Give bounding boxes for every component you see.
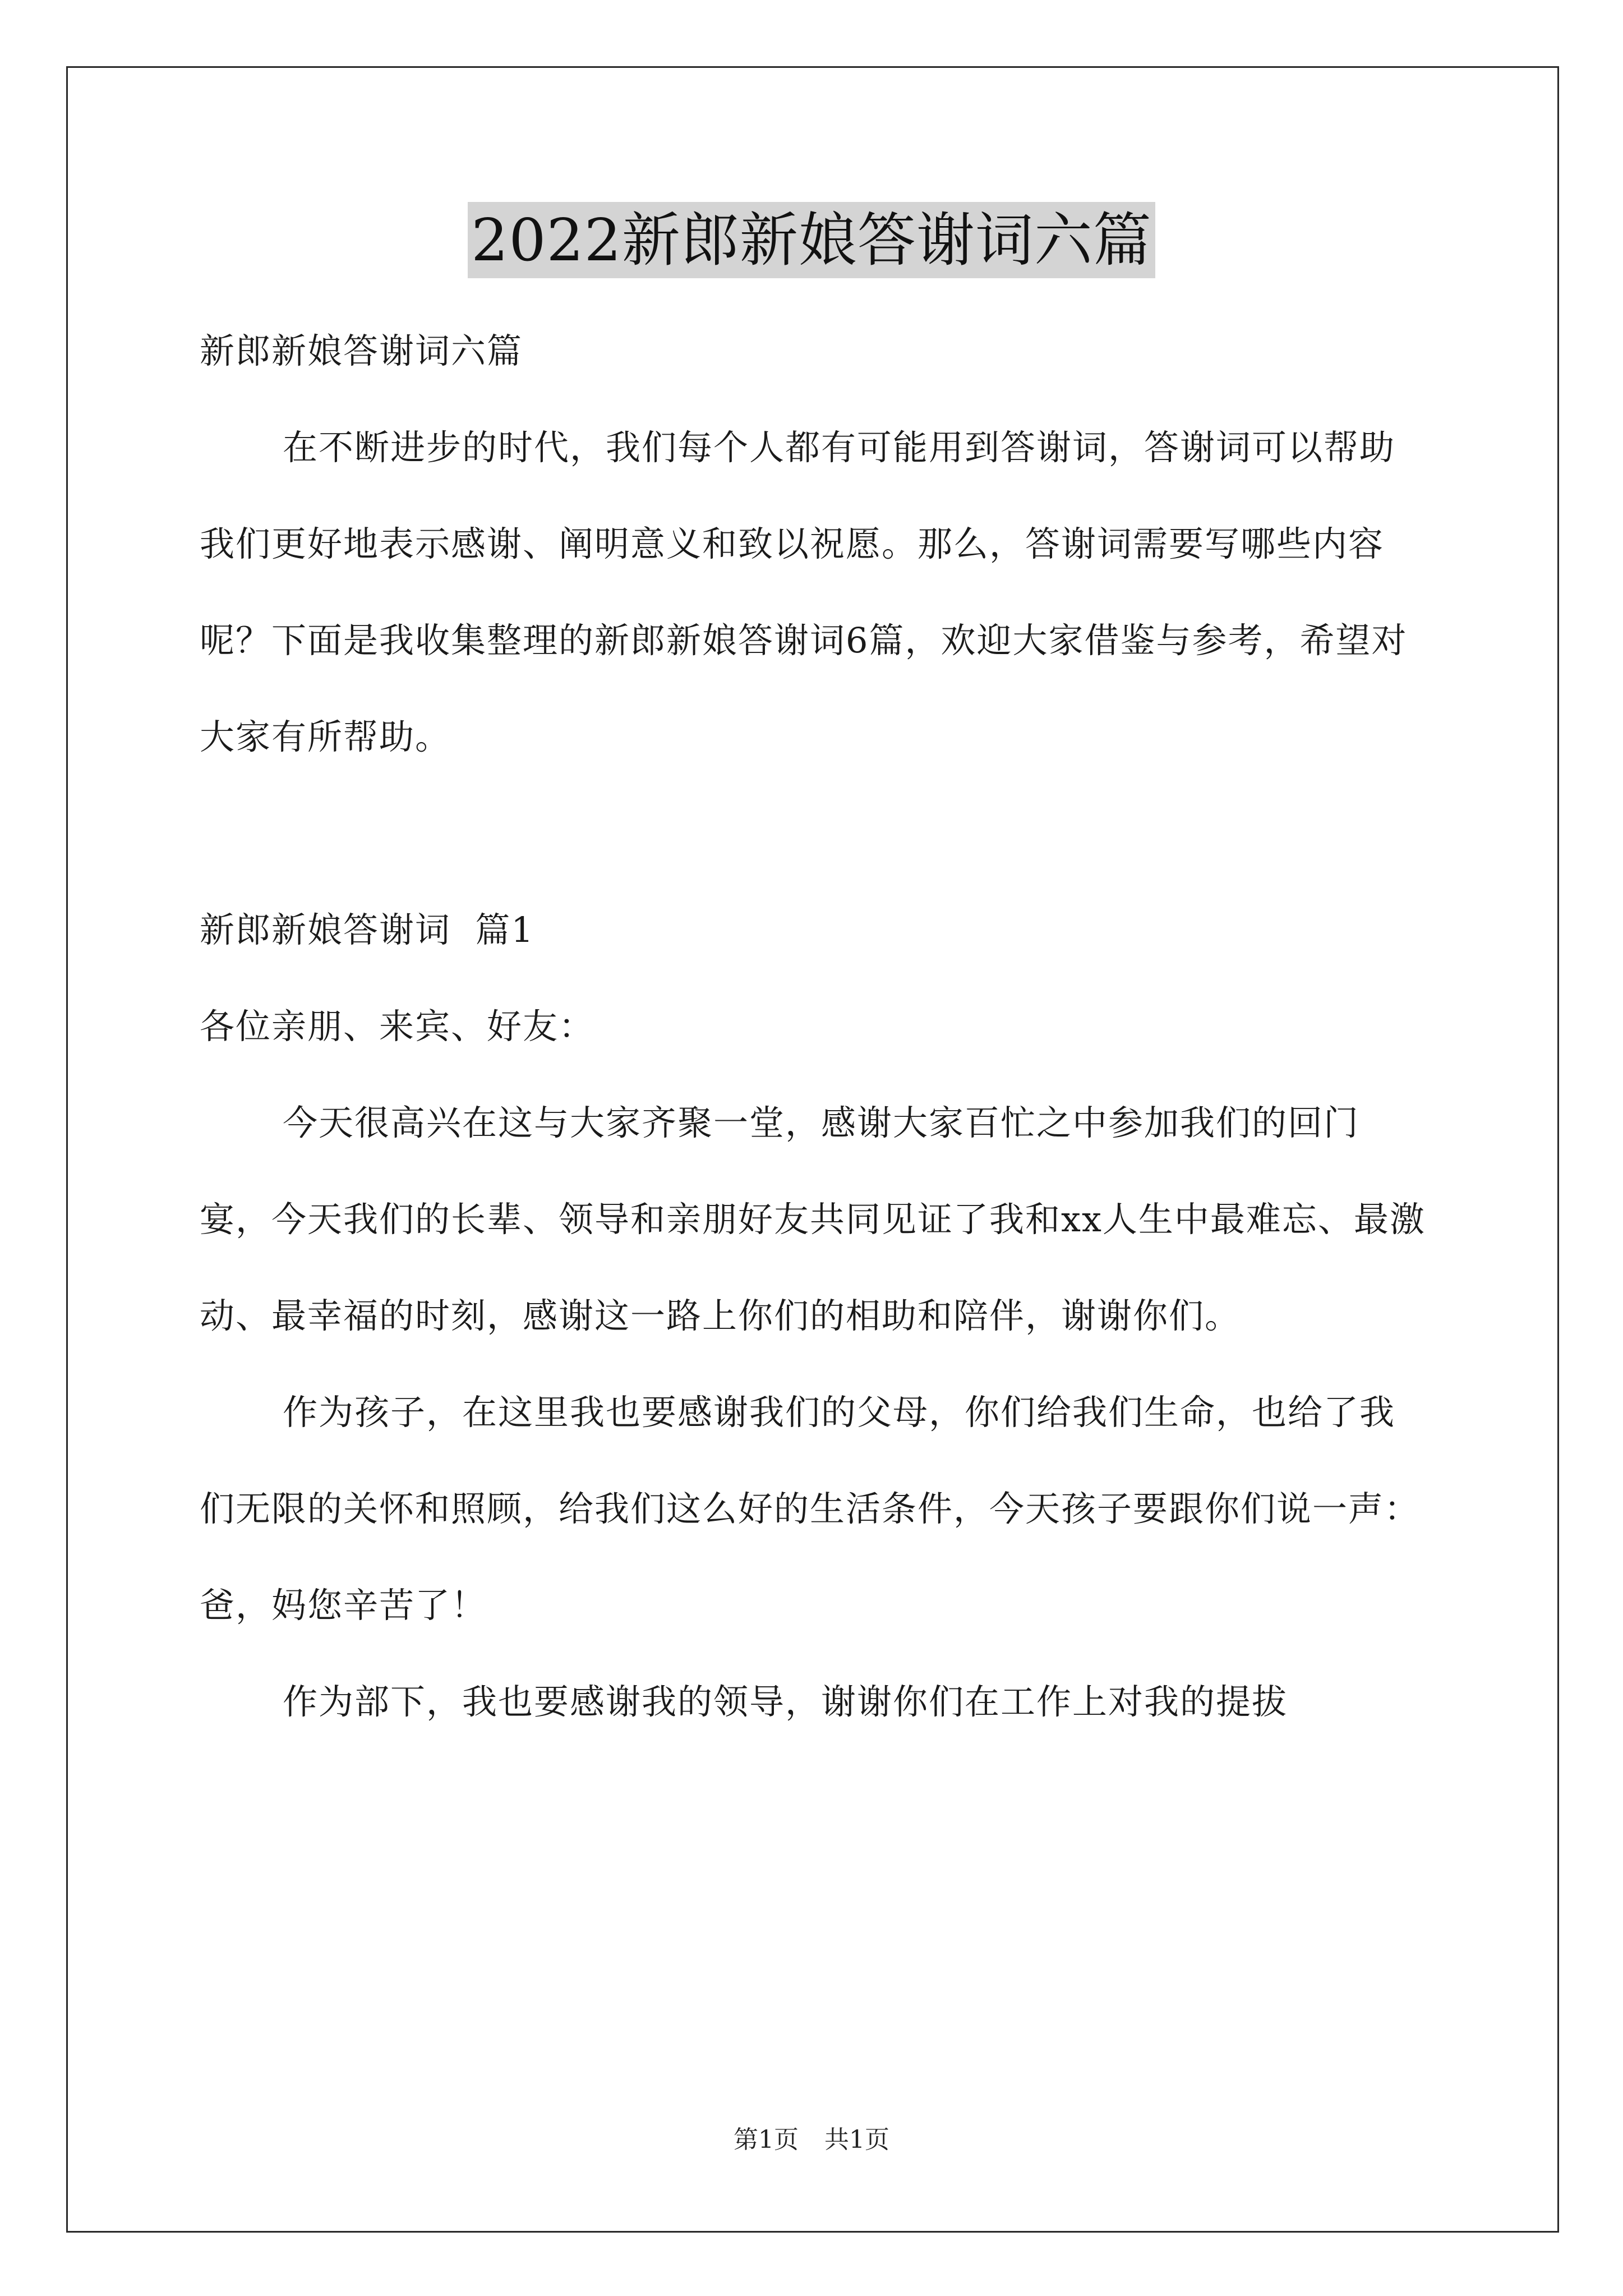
body-paragraph: 作为部下，我也要感谢我的领导，谢谢你们在工作上对我的提拔 (283, 1681, 1288, 1722)
body-paragraph: 今天很高兴在这与大家齐聚一堂，感谢大家百忙之中参加我们的回门宴，今天我们的长辈、领导和亲朋好友共同见证了我和xx人生中最难忘、最激动、最幸福的时刻，感谢这一路上你们的相助和陪伴，谢谢你们。 (200, 1102, 1426, 1336)
title-container (0, 202, 1623, 278)
page-footer (0, 2123, 1623, 2157)
page-number: 第1页 (734, 2125, 799, 2154)
salutation: 各位亲朋、来宾、好友： (200, 1006, 595, 1047)
document-body (200, 303, 1430, 1750)
document-subtitle: 新郎新娘答谢词六篇 (200, 330, 523, 371)
intro-paragraph: 在不断进步的时代，我们每个人都有可能用到答谢词，答谢词可以帮助我们更好地表示感谢、阐明意义和致以祝愿。那么，答谢词需要写哪些内容呢？下面是我收集整理的新郎新娘答谢词6篇，欢迎大家借鉴与参考，希望对大家有所帮助。 (200, 427, 1408, 757)
document-title: 2022新郎新娘答谢词六篇 (468, 202, 1155, 278)
section-heading: 新郎新娘答谢词 篇1 (200, 909, 534, 950)
body-paragraph: 作为孩子，在这里我也要感谢我们的父母，你们给我们生命，也给了我们无限的关怀和照顾，给我们这么好的生活条件，今天孩子要跟你们说一声：爸，妈您辛苦了！ (200, 1392, 1421, 1626)
page-total: 共1页 (824, 2125, 889, 2154)
